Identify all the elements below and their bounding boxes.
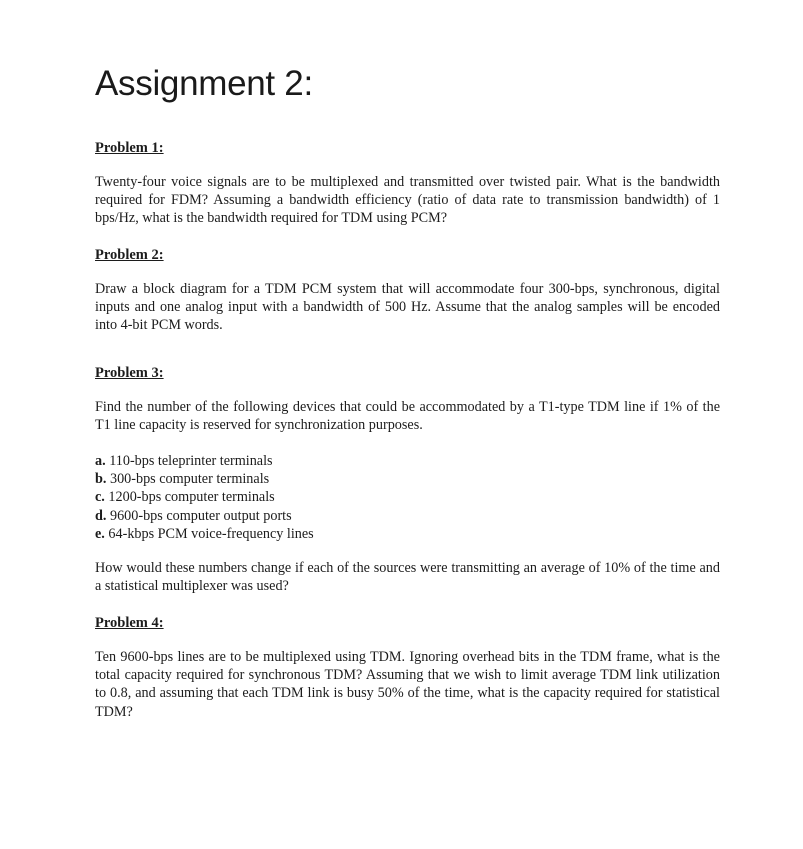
problem-3-followup: How would these numbers change if each of the sources were transmitting an average of 10% of the time and a statistical multiplexer was used? <box>95 560 720 595</box>
problem-1-heading: Problem 1: <box>95 140 164 156</box>
problem-4-text: Ten 9600-bps lines are to be multiplexed using TDM. Ignoring overhead bits in the TDM frame, what is the total capacity required for synchronous TDM? Assuming that we wish to limit average TDM link utilization to 0.8, and assuming that each TDM link is busy 50% of the time, what is the capacity required for statistical TDM? <box>95 649 720 720</box>
list-item <box>95 488 314 506</box>
list-item-text: 9600-bps computer output ports <box>109 507 292 524</box>
list-item <box>95 470 314 488</box>
list-item-text: 1200-bps computer terminals <box>108 489 275 506</box>
problem-2-text: Draw a block diagram for a TDM PCM system that will accommodate four 300-bps, synchronous, digital inputs and one analog input with a bandwidth of 500 Hz. Assume that the analog samples will be encoded into 4-bit PCM words. <box>95 281 720 334</box>
list-item-text: 110-bps teleprinter terminals <box>109 453 273 469</box>
problem-4-heading: Problem 4: <box>95 615 164 631</box>
list-item-letter: a. <box>95 453 106 469</box>
problem-2-heading: Problem 2: <box>95 247 164 263</box>
problem-3-heading: Problem 3: <box>95 365 164 381</box>
list-item <box>95 507 314 525</box>
list-item-letter: d. <box>95 507 107 524</box>
list-item-letter: b. <box>95 471 107 488</box>
page-title: Assignment 2: <box>95 64 313 103</box>
device-list <box>95 452 314 543</box>
list-item-letter: c. <box>95 489 105 506</box>
list-item-letter: e. <box>95 525 105 542</box>
problem-1-text: Twenty-four voice signals are to be multiplexed and transmitted over twisted pair. What is the bandwidth required for FDM? Assuming a bandwidth efficiency (ratio of data rate to transmission bandwidth) of 1 bps/Hz, what is the bandwidth required for TDM using PCM? <box>95 174 720 227</box>
list-item <box>95 525 314 543</box>
list-item <box>95 452 314 470</box>
problem-3-text: Find the number of the following devices that could be accommodated by a T1-type TDM line if 1% of the T1 line capacity is reserved for synchronization purposes. <box>95 399 720 434</box>
list-item-text: 64-kbps PCM voice-frequency lines <box>108 525 314 542</box>
list-item-text: 300-bps computer terminals <box>109 471 270 488</box>
